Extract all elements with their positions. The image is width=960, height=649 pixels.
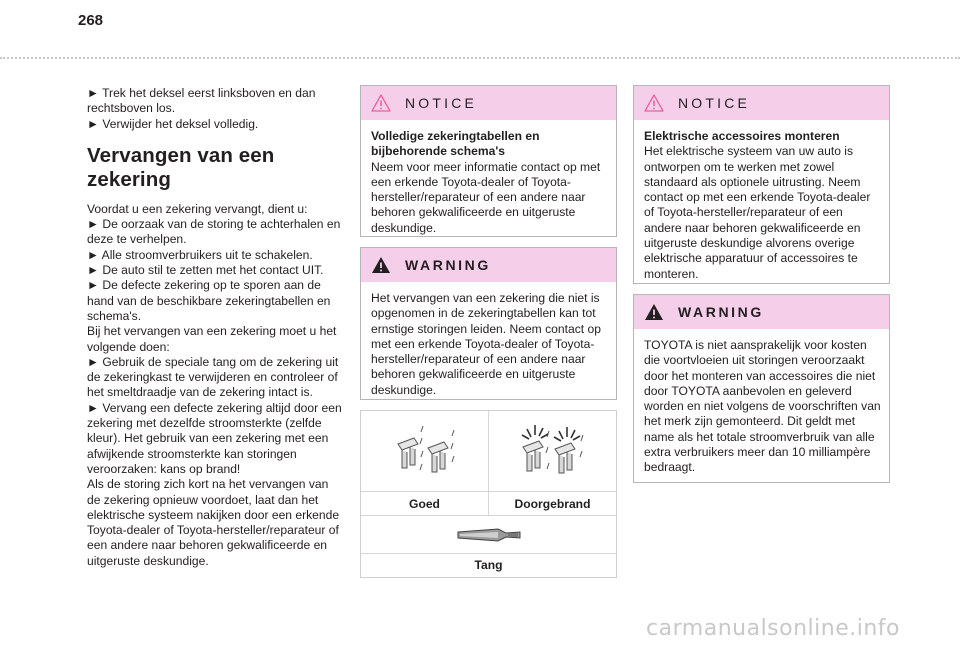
notice-text: Neem voor meer informatie contact op met een erkende Toyota-dealer of Toyota-hersteller/reparateur of een andere naar behoren gekwalificeerde en uitgeruste deskundige. <box>371 159 601 235</box>
warning-body <box>361 282 616 406</box>
notice-header-label: NOTICE <box>405 95 478 111</box>
notice-triangle-icon <box>644 94 664 112</box>
fuse-illustration-table <box>360 410 617 578</box>
left-column <box>87 86 345 569</box>
paragraph: ► Gebruik de speciale tang om de zekering uit de zekeringkast te verwijderen en controleer of het smeltdraadje van de zekering intact is. <box>87 354 339 400</box>
paragraph: ► De oorzaak van de storing te achterhalen en deze te verhelpen. <box>87 217 341 247</box>
notice-triangle-icon <box>371 94 391 112</box>
tool-label: Tang <box>361 553 616 576</box>
notice-title: Volledige zekeringtabellen en bijbehorende schema's <box>371 129 540 159</box>
warning-text: Het vervangen van een zekering die niet is opgenomen in de zekeringtabellen kan tot ernstige storingen leiden. Neem contact op met een erkende Toyota-dealer of Toyota-hersteller/reparateur of een andere naar behoren gekwalificeerde en uitgeruste deskundige. <box>371 291 601 397</box>
warning-triangle-icon <box>371 256 391 274</box>
fuse-puller-illustration <box>361 516 616 553</box>
paragraph: Voordat u een zekering vervangt, dient u: <box>87 201 308 216</box>
notice-body <box>361 120 616 244</box>
watermark: carmanualsonline.info <box>646 616 900 641</box>
paragraph: ► De auto stil te zetten met het contact UIT. <box>87 263 324 278</box>
intro-step-2: ► Verwijder het deksel volledig. <box>87 116 259 131</box>
notice-box-electrical-accessories <box>633 85 890 284</box>
notice-body <box>634 120 889 290</box>
blown-label: Doorgebrand <box>488 492 616 515</box>
fuse-puller-icon <box>454 524 524 546</box>
paragraph: Bij het vervangen van een zekering moet u het volgende doen: <box>87 324 337 354</box>
blown-fuse-icon <box>513 419 593 483</box>
good-label: Goed <box>409 496 440 511</box>
good-fuse-illustration <box>361 411 488 491</box>
good-fuse-icon <box>390 422 460 480</box>
notice-header-label: NOTICE <box>678 95 751 111</box>
notice-header <box>634 86 889 120</box>
blown-fuse-illustration <box>488 411 616 491</box>
warning-text: TOYOTA is niet aansprakelijk voor kosten die voortvloeien uit storingen veroorzaakt door het monteren van accessoires die niet door TOYOTA aanbevolen en geleverd worden en niet volgens de voorschriften van het merk zijn gemonteerd. Dit geldt met name als het totale stroomverbruik van alle extra verbruikers meer dan 10 milliampère bedraagt. <box>644 338 881 475</box>
intro-step-1: ► Trek het deksel eerst linksboven en dan rechtsboven los. <box>87 86 316 116</box>
notice-text: Het elektrische systeem van uw auto is ontworpen om te werken met zowel standaard als optionele uitrusting. Neem contact op met een erkende Toyota-dealer of Toyota-hersteller/reparateur of een andere naar behoren gekwalificeerde en uitgeruste deskundige alvorens overige elektrische apparatuur of accessoires te monteren. <box>644 144 871 281</box>
header-divider <box>0 57 960 59</box>
warning-header-label: WARNING <box>678 304 764 320</box>
notice-header <box>361 86 616 120</box>
paragraph: ► Alle stroomverbruikers uit te schakelen. <box>87 247 313 262</box>
section-heading: Vervangen van een zekering <box>87 143 275 191</box>
notice-box-accessories-tables <box>360 85 617 237</box>
warning-box-fuse-tables <box>360 247 617 400</box>
page-number: 268 <box>78 12 104 29</box>
paragraph: ► Vervang een defecte zekering altijd door een zekering met dezelfde stroomsterkte (zelfde kleur). Het gebruik van een zekering met een afwijkende stroomsterkte kan storingen veroorzaken: kans op brand! <box>87 400 342 476</box>
warning-header <box>361 248 616 282</box>
warning-header-label: WARNING <box>405 257 491 273</box>
paragraph: Als de storing zich kort na het vervangen van de zekering opnieuw voordoet, laat dan het elektrische systeem nakijken door een erkende Toyota-dealer of Toyota-hersteller/reparateur of een andere naar behoren gekwalificeerde en uitgeruste deskundige. <box>87 477 340 568</box>
warning-box-toyota-liability <box>633 294 890 483</box>
notice-title: Elektrische accessoires monteren <box>644 129 840 143</box>
warning-triangle-icon <box>644 303 664 321</box>
warning-header <box>634 295 889 329</box>
paragraph: ► De defecte zekering op te sporen aan de hand van de beschikbare zekeringtabellen en schema's. <box>87 278 331 323</box>
warning-body <box>634 329 889 484</box>
